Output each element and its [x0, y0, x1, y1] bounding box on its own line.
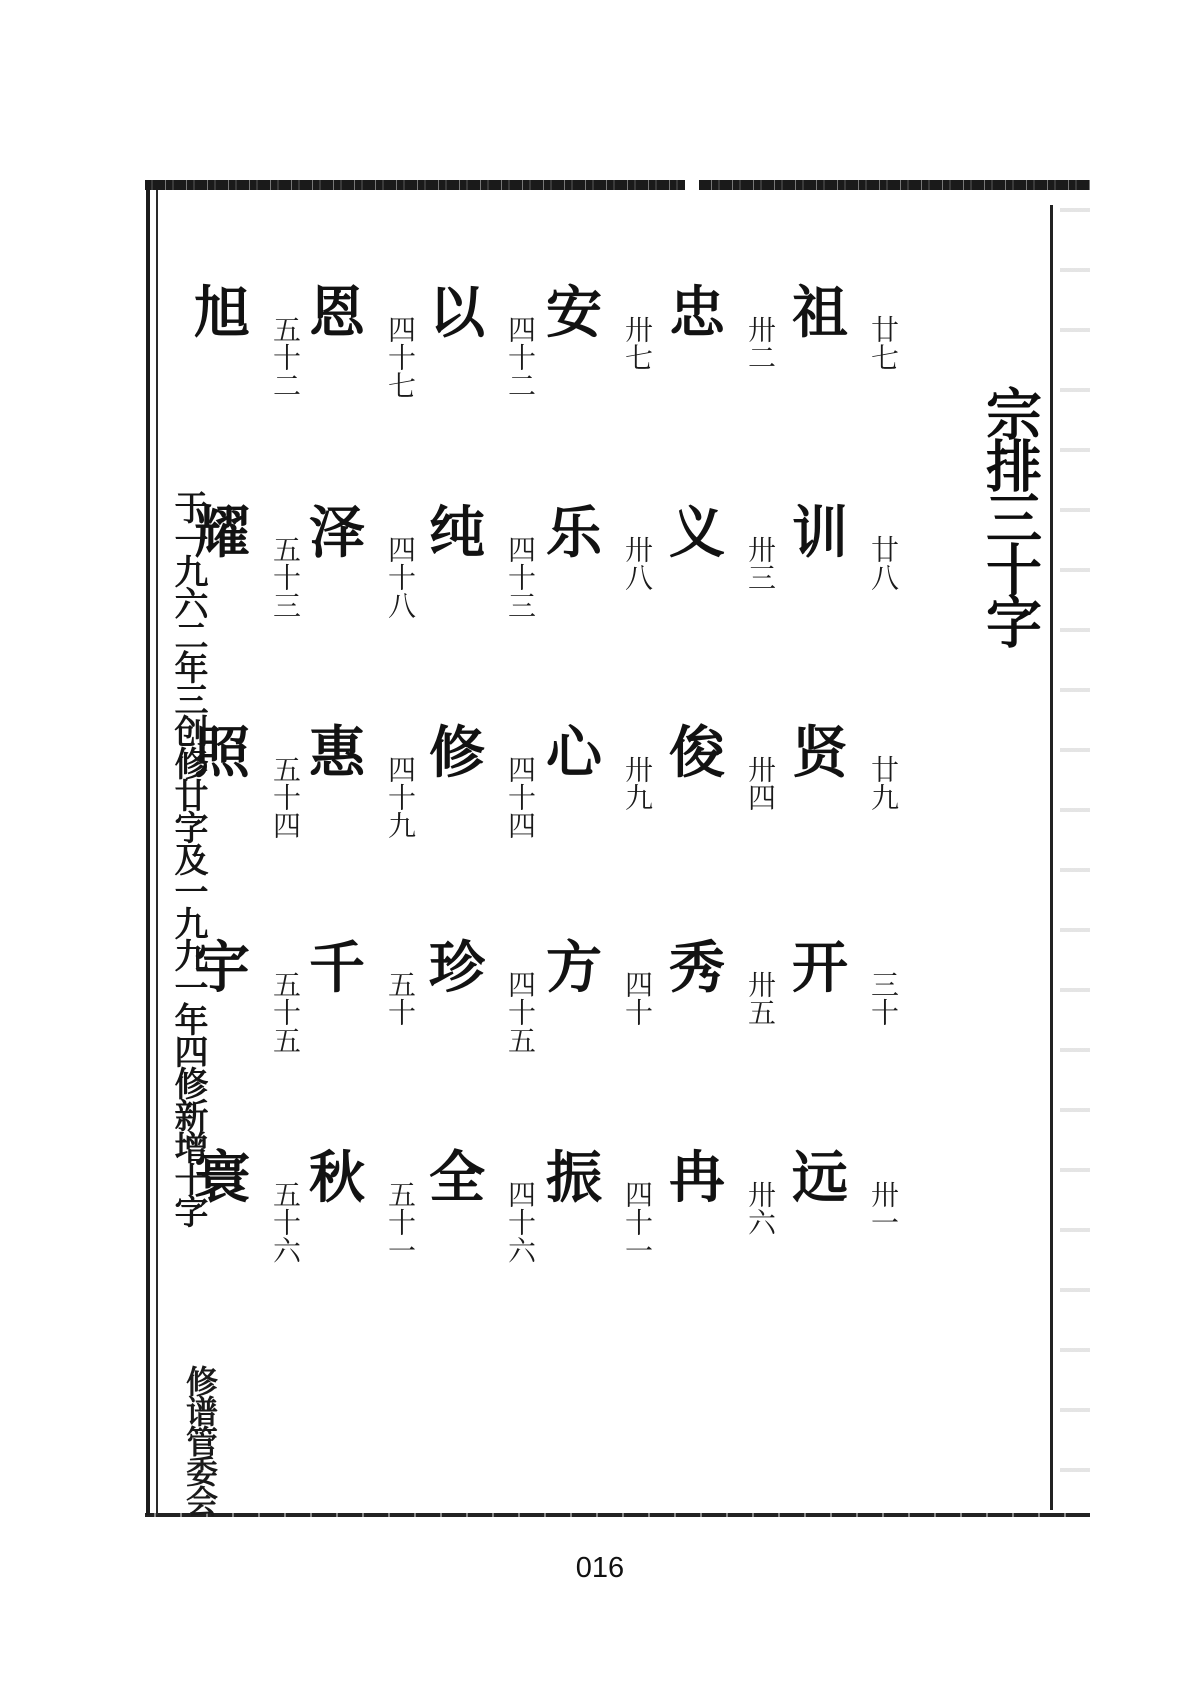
revision-note: 于一九六二年三创修廿字及一九九一年四修新增十字 [168, 490, 208, 1226]
frame-bottom-border [145, 1513, 1090, 1517]
generation-character: 振 [546, 1145, 602, 1211]
generation-number: 卅九 [621, 755, 654, 811]
generation-number: 四十七 [384, 315, 417, 399]
generation-number: 四十一 [621, 1180, 654, 1264]
generation-number: 四十四 [504, 755, 537, 839]
generation-number: 卅三 [744, 535, 777, 591]
generation-character: 以 [429, 280, 485, 346]
generation-character: 祖 [792, 280, 848, 346]
generation-character: 寰 [194, 1145, 250, 1211]
generation-number: 四十八 [384, 535, 417, 619]
generation-character: 珍 [429, 935, 485, 1001]
generation-character: 惠 [309, 720, 365, 786]
generation-number: 四十六 [504, 1180, 537, 1264]
frame-left-inner-border [156, 190, 158, 1515]
generation-number: 卅七 [621, 315, 654, 371]
generation-character: 安 [546, 280, 602, 346]
generation-character: 宇 [194, 935, 250, 1001]
generation-number: 四十三 [504, 535, 537, 619]
generation-number: 卅四 [744, 755, 777, 811]
generation-character: 冉 [669, 1145, 725, 1211]
generation-number: 四十二 [504, 315, 537, 399]
frame-left-border [146, 190, 150, 1515]
generation-character: 泽 [309, 500, 365, 566]
generation-number: 廿七 [867, 315, 900, 371]
generation-number: 三十 [867, 970, 900, 1026]
generation-character: 俊 [669, 720, 725, 786]
generation-character: 训 [792, 500, 848, 566]
generation-number: 五十二 [269, 315, 302, 399]
generation-number: 四十九 [384, 755, 417, 839]
generation-character: 忠 [669, 280, 725, 346]
generation-character: 义 [669, 500, 725, 566]
generation-number: 卅五 [744, 970, 777, 1026]
generation-character: 方 [546, 935, 602, 1001]
generation-character: 秀 [669, 935, 725, 1001]
generation-character: 修 [429, 720, 485, 786]
frame-top-gap [685, 180, 699, 190]
generation-number: 卅八 [621, 535, 654, 591]
generation-character: 心 [546, 720, 602, 786]
generation-character: 远 [792, 1145, 848, 1211]
frame-right-border [1050, 205, 1053, 1510]
frame-top-border [145, 180, 1090, 190]
generation-number: 廿九 [867, 755, 900, 811]
generation-number: 卅二 [744, 315, 777, 371]
frame-right-margin-shading [1060, 190, 1090, 1510]
generation-character: 贤 [792, 720, 848, 786]
generation-number: 四十五 [504, 970, 537, 1054]
generation-character: 纯 [429, 500, 485, 566]
generation-character: 秋 [309, 1145, 365, 1211]
committee-label: 修谱管委会 [181, 1365, 219, 1515]
generation-number: 五十三 [269, 535, 302, 619]
generation-number: 卅六 [744, 1180, 777, 1236]
generation-number: 廿八 [867, 535, 900, 591]
generation-character: 千 [309, 935, 365, 1001]
generation-number: 五十 [384, 970, 417, 1026]
page-number: 016 [575, 1552, 625, 1584]
generation-number: 五十一 [384, 1180, 417, 1264]
generation-number: 卅一 [867, 1180, 900, 1236]
generation-number: 五十四 [269, 755, 302, 839]
generation-character: 照 [194, 720, 250, 786]
generation-number: 五十五 [269, 970, 302, 1054]
generation-character: 开 [792, 935, 848, 1001]
generation-character: 乐 [546, 500, 602, 566]
generation-number: 五十六 [269, 1180, 302, 1264]
generation-number: 四十 [621, 970, 654, 1026]
page-title: 宗排三十字 [977, 385, 1043, 645]
generation-character: 耀 [194, 500, 250, 566]
generation-character: 恩 [309, 280, 365, 346]
generation-character: 全 [429, 1145, 485, 1211]
generation-character: 旭 [194, 280, 250, 346]
